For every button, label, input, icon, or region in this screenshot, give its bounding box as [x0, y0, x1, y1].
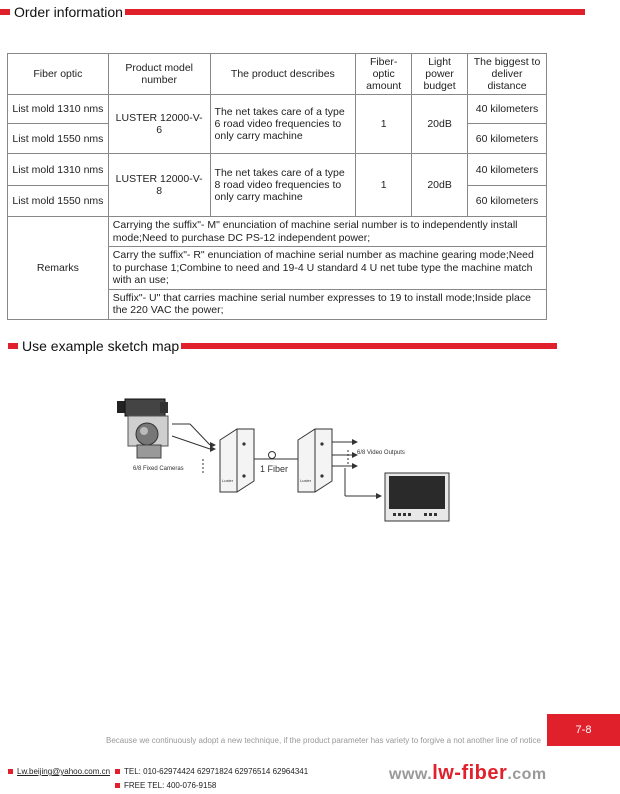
fiber-cell: List mold 1310 nms: [8, 154, 109, 186]
sketch-map-header: [8, 338, 557, 354]
footer-note: Because we continuously adopt a new technique, if the product parameter has variety to forgive a not another line of notice: [106, 736, 541, 745]
table-row: [8, 217, 547, 247]
order-info-header: [0, 4, 585, 20]
contact-free-tel: [115, 781, 216, 790]
header-marker: [8, 343, 18, 349]
bullet-marker: [115, 783, 120, 788]
fiber-cell: List mold 1550 nms: [8, 124, 109, 154]
bullet-marker: [115, 769, 120, 774]
device-brand: Luster: [300, 478, 312, 483]
col-header: Fiber-optic amount: [356, 54, 412, 95]
table-header-row: [8, 54, 547, 95]
description-cell: The net takes care of a type 6 road video frequencies to only carry machine: [210, 95, 356, 154]
col-header: Fiber optic: [8, 54, 109, 95]
tel-text: TEL: 010-62974424 62971824 62976514 62964341: [124, 767, 309, 776]
amount-cell: 1: [356, 95, 412, 154]
contact-email: [8, 767, 110, 776]
camera-icon: [117, 399, 168, 458]
receiver-device-icon: [298, 429, 332, 492]
distance-cell: 60 kilometers: [468, 124, 547, 154]
contact-tel: [115, 767, 308, 776]
section-title: Order information: [14, 4, 123, 20]
brand-logo[interactable]: [389, 762, 547, 785]
monitor-icon: [385, 473, 449, 521]
remark-cell: Suffix"- U" that carries machine serial number expresses to 19 to install mode;Inside place the 220 VAC the power;: [108, 289, 546, 319]
col-header: The product describes: [210, 54, 356, 95]
remark-cell: Carry the suffix"- R" enunciation of machine serial number as machine gearing mode;Need to purchase 1;Combine to need and 19-4 U standard 4 U net tube type the machine match with an use;: [108, 247, 546, 290]
transmitter-device-icon: [220, 429, 254, 492]
fiber-label: 1 Fiber: [260, 464, 289, 474]
fiber-line: [254, 452, 298, 460]
brand-tld: .com: [507, 766, 547, 783]
model-cell: LUSTER 12000-V-8: [108, 154, 210, 217]
fiber-cell: List mold 1550 nms: [8, 186, 109, 217]
header-rule: [181, 343, 557, 349]
distance-cell: 60 kilometers: [468, 186, 547, 217]
remarks-label: Remarks: [8, 217, 109, 320]
table-row: [8, 95, 547, 124]
remark-cell: Carrying the suffix"- M" enunciation of machine serial number is to independently install mode;Need to purchase DC PS-12 independent power;: [108, 217, 546, 247]
description-cell: The net takes care of a type 8 road video frequencies to only carry machine: [210, 154, 356, 217]
free-tel-text: FREE TEL: 400-076-9158: [124, 781, 217, 790]
col-header: The biggest to deliver distance: [468, 54, 547, 95]
col-header: Light power budget: [412, 54, 468, 95]
outputs-label: 6/8 Video Outputs: [357, 450, 405, 456]
fiber-cell: List mold 1310 nms: [8, 95, 109, 124]
model-cell: LUSTER 12000-V-6: [108, 95, 210, 154]
cameras-label: 6/8 Fixed Cameras: [133, 466, 184, 472]
email-link[interactable]: Lw.beijing@yahoo.com.cn: [17, 767, 111, 776]
order-table: [7, 53, 547, 320]
section-title: Use example sketch map: [22, 338, 180, 354]
brand-www: www.: [389, 766, 433, 783]
device-brand: Luster: [222, 478, 234, 483]
page-number: 7-8: [547, 714, 620, 746]
budget-cell: 20dB: [412, 95, 468, 154]
distance-cell: 40 kilometers: [468, 154, 547, 186]
table-row: [8, 154, 547, 186]
brand-name: lw-fiber: [432, 762, 508, 784]
amount-cell: 1: [356, 154, 412, 217]
bullet-marker: [8, 769, 13, 774]
header-marker: [0, 9, 10, 15]
sketch-diagram: [0, 380, 620, 540]
col-header: Product model number: [108, 54, 210, 95]
header-rule: [125, 9, 585, 15]
budget-cell: 20dB: [412, 154, 468, 217]
distance-cell: 40 kilometers: [468, 95, 547, 124]
